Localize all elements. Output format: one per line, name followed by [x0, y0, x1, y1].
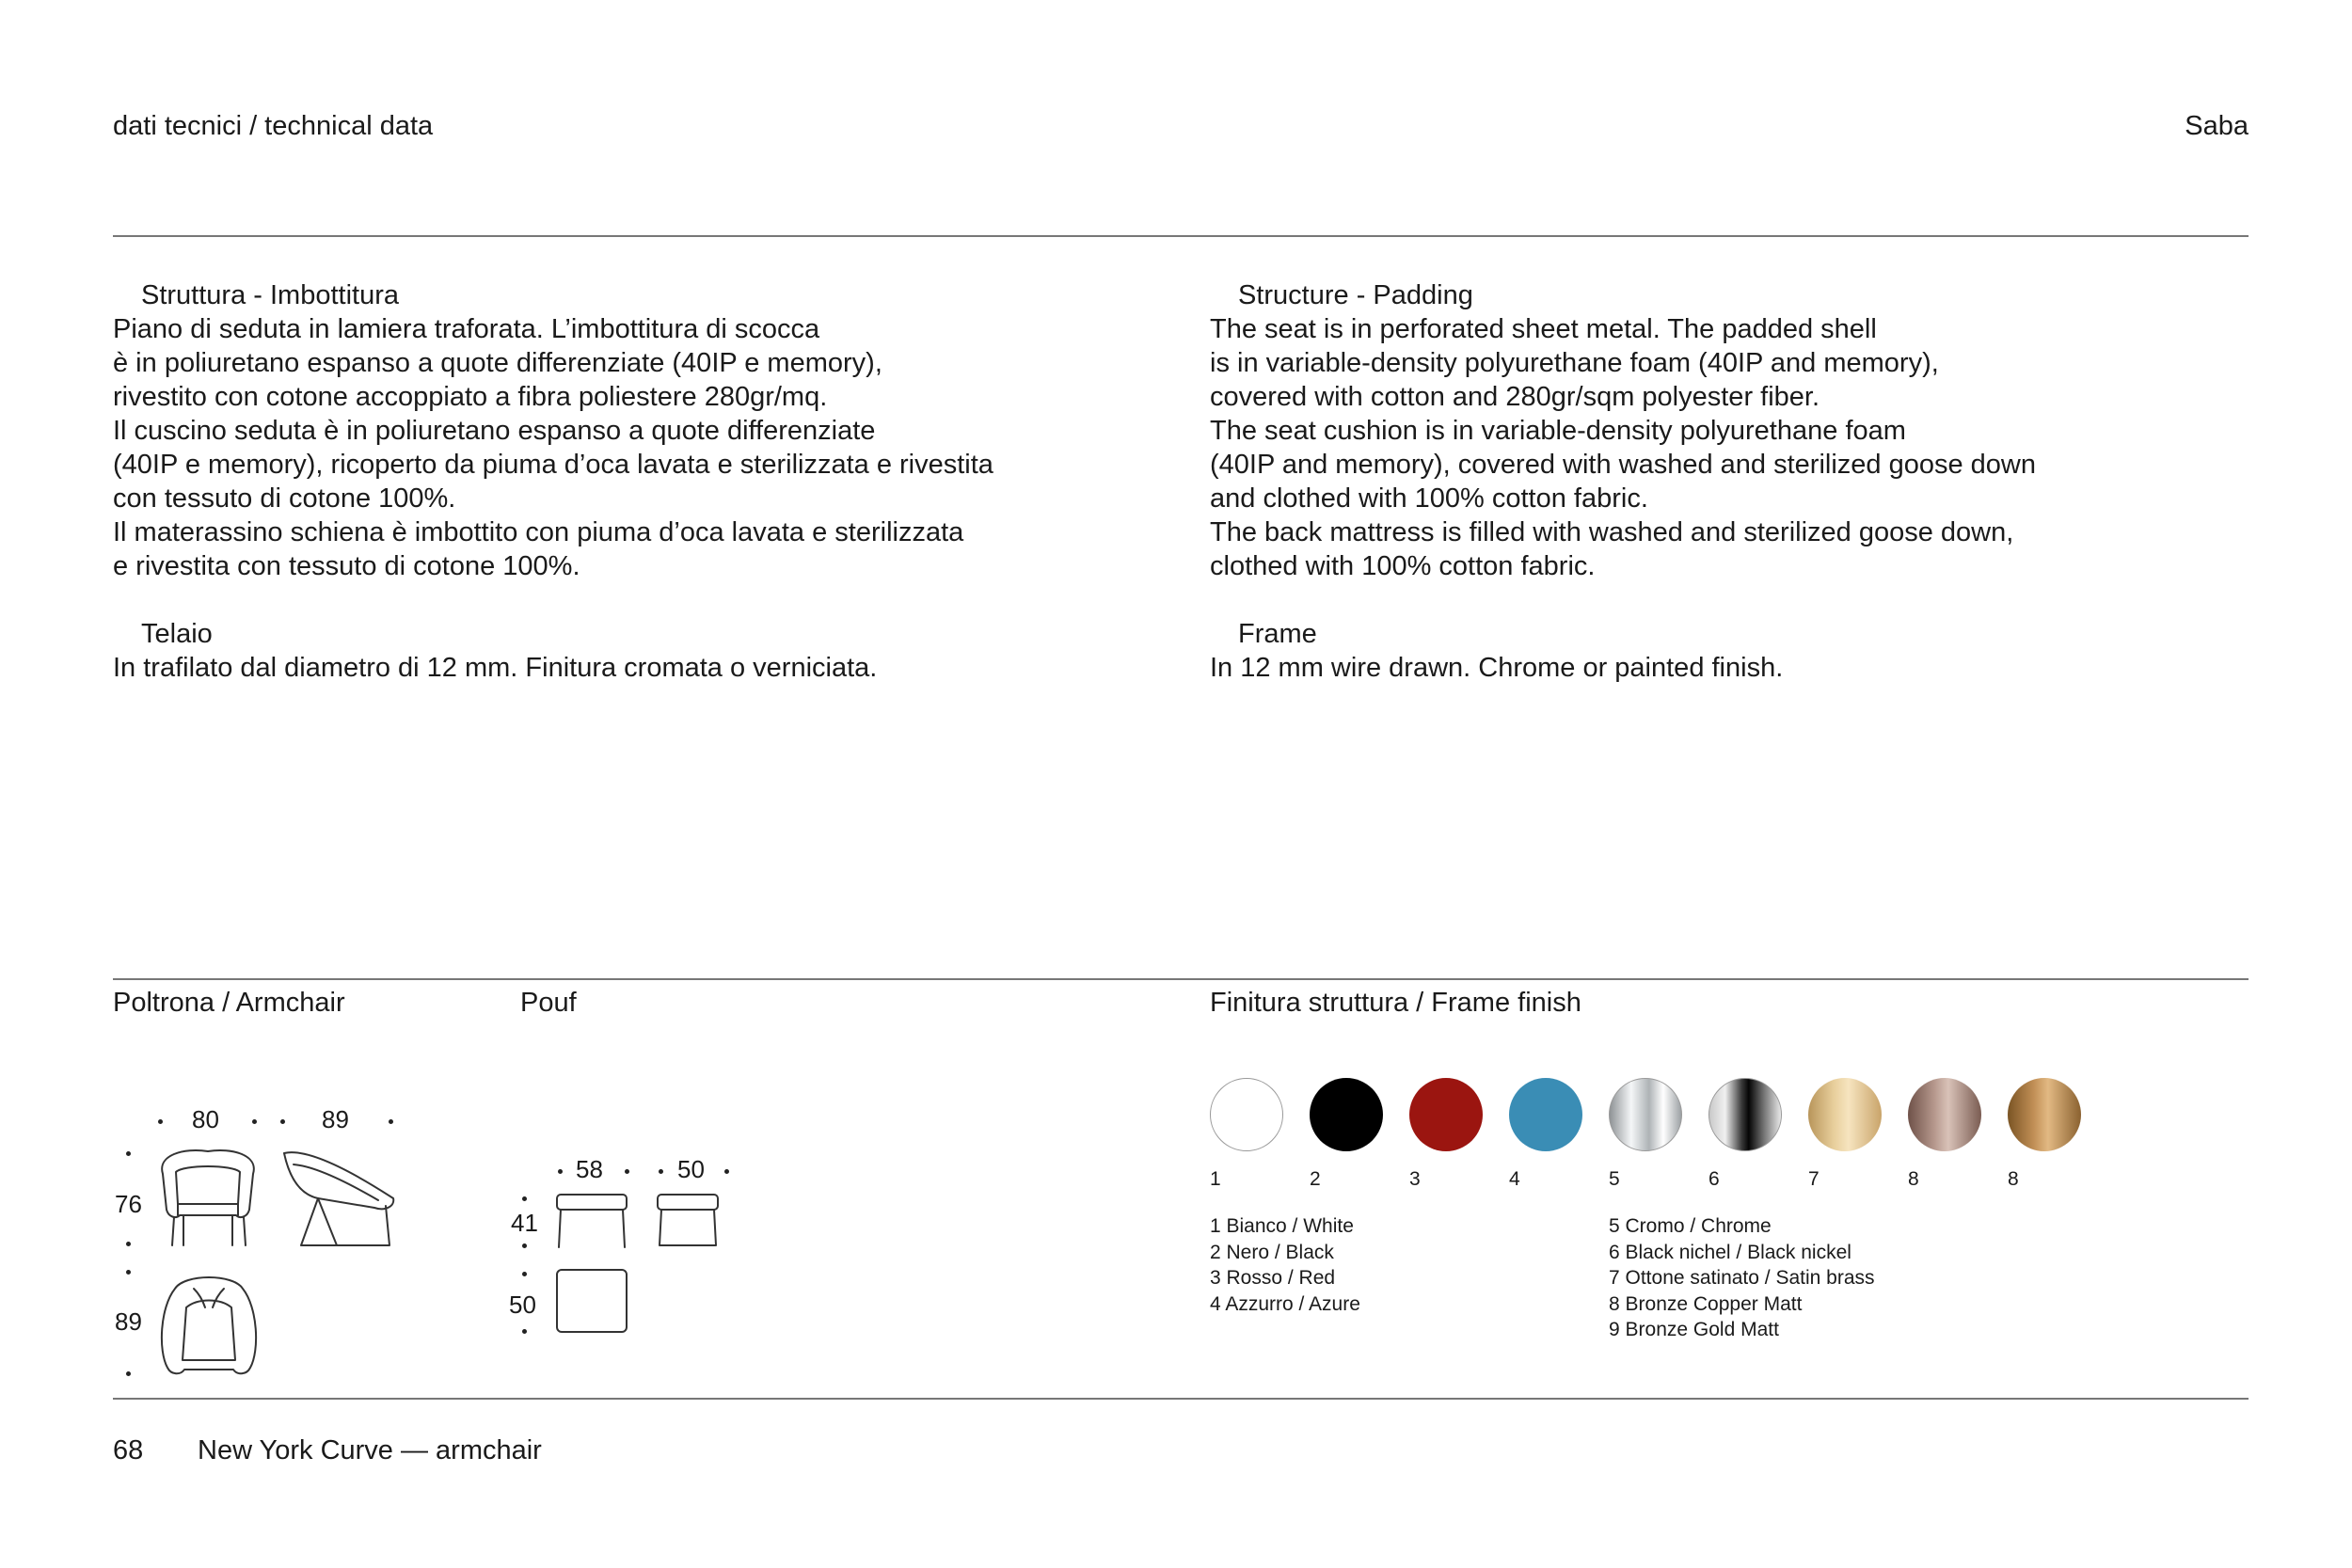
middle-divider	[113, 978, 2249, 980]
swatch-chrome	[1609, 1078, 1682, 1151]
legend-item: 8 Bronze Copper Matt	[1609, 1292, 1803, 1315]
swatch-bronze-copper	[1908, 1078, 1981, 1151]
swatch-satin-brass	[1808, 1078, 1882, 1151]
en-frame-text: In 12 mm wire drawn. Chrome or painted finish.	[1210, 653, 1784, 683]
armchair-front-drawing	[155, 1146, 261, 1251]
swatch-number: 7	[1808, 1168, 1820, 1190]
pouf-side-drawing	[656, 1193, 722, 1251]
swatch-black	[1310, 1078, 1383, 1151]
pouf-plan-depth: 50	[509, 1291, 536, 1319]
pouf-front-drawing	[555, 1193, 630, 1251]
swatch-bronze-gold	[2008, 1078, 2081, 1151]
it-structure-title: Struttura - Imbottitura	[141, 280, 399, 310]
header-brand: Saba	[2185, 111, 2249, 141]
header-section-title: dati tecnici / technical data	[113, 111, 434, 141]
armchair-plan-depth: 89	[115, 1307, 142, 1336]
en-structure-text: The seat is in perforated sheet metal. The padded shell is in variable-density polyurethane foam (40IP and memory), covered with cotton and 280gr/sqm polyester fiber. The seat cushion is in variable-density polyurethane foam (40IP and memory), covered with washed and sterilized goose down and clothed with 100% cotton fabric. The back mattress is filled with washed and sterilized goose down, clothed with 100% cotton fabric.	[1210, 314, 2036, 581]
pouf-title: Pouf	[520, 988, 577, 1018]
legend-item: 4 Azzurro / Azure	[1210, 1292, 1360, 1315]
footer-title: New York Curve — armchair	[198, 1435, 542, 1465]
it-structure-text: Piano di seduta in lamiera traforata. L’imbottitura di scocca è in poliuretano espanso a quote differenziate (40IP e memory), rivestito con cotone accoppiato a fibra poliestere 280gr/mq. Il cuscino seduta è in poliuretano espanso a quote differenziate (40IP e memory), ricoperto da piuma d’oca lavata e sterilizzata e rivestita con tessuto di cotone 100%. Il materassino schiena è imbottito con piuma d’oca lavata e sterilizzata e rivestita con tessuto di cotone 100%.	[113, 314, 993, 581]
it-frame-text: In trafilato dal diametro di 12 mm. Finitura cromata o verniciata.	[113, 653, 878, 683]
legend-item: 5 Cromo / Chrome	[1609, 1215, 1772, 1237]
swatch-azure	[1509, 1078, 1582, 1151]
legend-item: 1 Bianco / White	[1210, 1215, 1354, 1237]
armchair-title: Poltrona / Armchair	[113, 988, 345, 1018]
swatch-number: 2	[1310, 1168, 1321, 1190]
pouf-plan-drawing	[555, 1268, 630, 1336]
legend-item: 3 Rosso / Red	[1210, 1267, 1336, 1289]
armchair-side-drawing	[280, 1146, 398, 1251]
swatch-number: 5	[1609, 1168, 1620, 1190]
english-column	[1210, 278, 2282, 685]
finish-legend-left	[1210, 1213, 1360, 1317]
armchair-depth: 89	[322, 1105, 349, 1133]
it-frame-title: Telaio	[141, 619, 213, 649]
legend-item: 6 Black nichel / Black nickel	[1609, 1241, 1851, 1263]
legend-item: 9 Bronze Gold Matt	[1609, 1319, 1779, 1340]
en-structure-title: Structure - Padding	[1238, 280, 1473, 310]
page-number: 68	[113, 1435, 144, 1465]
header-divider	[113, 235, 2249, 237]
finish-legend-right	[1609, 1213, 1875, 1343]
swatch-black-nickel	[1708, 1078, 1782, 1151]
legend-item: 2 Nero / Black	[1210, 1241, 1334, 1263]
armchair-height: 76	[115, 1190, 142, 1218]
swatch-number: 8	[2008, 1168, 2019, 1190]
swatch-red	[1409, 1078, 1483, 1151]
legend-item: 7 Ottone satinato / Satin brass	[1609, 1267, 1875, 1289]
swatch-number: 6	[1708, 1168, 1720, 1190]
en-frame-title: Frame	[1238, 619, 1317, 649]
armchair-width: 80	[192, 1105, 219, 1133]
swatch-white	[1210, 1078, 1283, 1151]
footer-divider	[113, 1398, 2249, 1400]
swatch-number: 4	[1509, 1168, 1520, 1190]
italian-column	[113, 278, 1185, 685]
swatch-number: 1	[1210, 1168, 1221, 1190]
armchair-plan-drawing	[156, 1270, 262, 1381]
finish-title: Finitura struttura / Frame finish	[1210, 988, 1581, 1018]
pouf-depth: 50	[677, 1155, 705, 1183]
pouf-height: 41	[511, 1209, 538, 1237]
swatch-number: 3	[1409, 1168, 1421, 1190]
pouf-width: 58	[576, 1155, 603, 1183]
swatch-number: 8	[1908, 1168, 1919, 1190]
